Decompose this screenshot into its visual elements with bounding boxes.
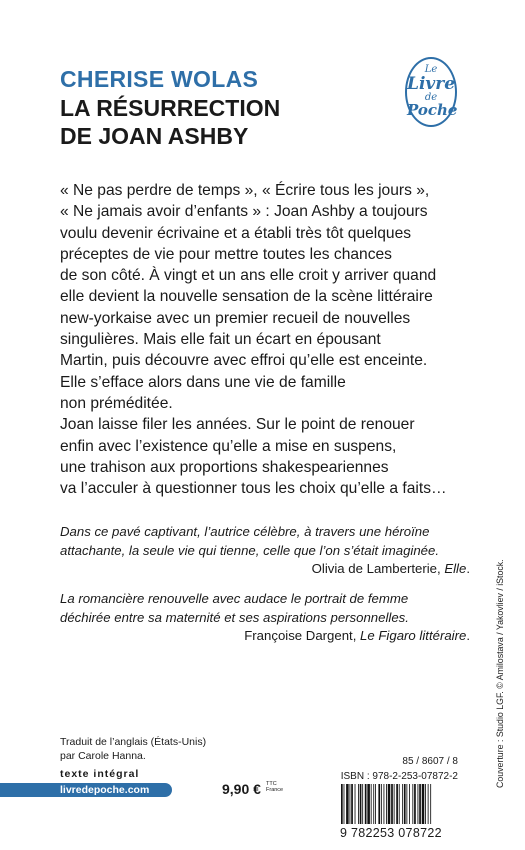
quote-end: . xyxy=(466,561,470,576)
summary-line: singulières. Mais elle fait un écart en épousant xyxy=(60,331,381,349)
summary-line: une trahison aux proportions shakespeariennes xyxy=(60,458,389,476)
price-note xyxy=(266,781,283,793)
barcode xyxy=(341,784,461,824)
quote-publication: Elle xyxy=(444,561,467,576)
summary-line: Joan laisse filer les années. Sur le point de renouer xyxy=(60,416,415,434)
translator-info xyxy=(60,735,206,763)
barcode-bar xyxy=(422,784,425,824)
quote-author: Olivia de Lamberterie, xyxy=(311,561,445,576)
barcode-bar xyxy=(358,784,359,824)
barcode-bar xyxy=(425,784,426,824)
barcode-bar xyxy=(360,784,362,824)
price-note-line: France xyxy=(266,787,284,793)
quote-source xyxy=(60,560,470,579)
quote-line: attachante, la seule vie qui tienne, celle que l’on s’était imaginée. xyxy=(60,542,440,558)
quote-author: Françoise Dargent, xyxy=(244,628,361,643)
barcode-bar xyxy=(381,784,382,824)
barcode-bar xyxy=(375,784,376,824)
barcode-bar xyxy=(346,784,349,824)
barcode-bar xyxy=(355,784,356,824)
quote-line: Dans ce pavé captivant, l’autrice célèbre, à travers une héroïne xyxy=(60,524,430,539)
barcode-bar xyxy=(419,784,421,824)
barcode-bar xyxy=(404,784,406,824)
barcode-bar xyxy=(371,784,372,824)
summary-line: elle devient la nouvelle sensation de la scène littéraire xyxy=(60,288,433,306)
logo-text: Livre xyxy=(407,74,456,94)
summary-line: enfin avec l’existence qu’elle a mise en suspens, xyxy=(60,437,397,455)
book-title xyxy=(60,94,280,150)
barcode-bar xyxy=(406,784,407,824)
barcode-bar xyxy=(362,784,363,824)
press-quote xyxy=(60,590,470,646)
barcode-bar xyxy=(367,784,370,824)
publisher-logo xyxy=(405,57,457,127)
quote-line: déchirée entre sa maternité et ses aspirations personnelles. xyxy=(60,609,409,625)
quote-source xyxy=(60,627,470,646)
barcode-bar xyxy=(388,784,391,824)
book-summary xyxy=(60,180,470,499)
barcode-bar xyxy=(378,784,380,824)
summary-line: voulu devenir écrivaine et a établi très tôt quelques xyxy=(60,224,412,242)
translator-line: Traduit de l’anglais (États-Unis) xyxy=(60,736,207,748)
barcode-bar xyxy=(430,784,431,824)
summary-line: non préméditée. xyxy=(60,394,173,412)
barcode-bar xyxy=(402,784,403,824)
catalog-number: 85 / 8607 / 8 xyxy=(402,756,458,767)
summary-line: va l’acculer à questionner tous les choix qu’elle a faits… xyxy=(60,480,447,498)
quote-publication: Le Figaro littéraire xyxy=(360,628,467,643)
barcode-bar xyxy=(399,784,400,824)
summary-line: Elle s’efface alors dans une vie de famille xyxy=(60,373,346,391)
barcode-bar xyxy=(418,784,419,824)
barcode-digits: 9 782253 078722 xyxy=(340,826,442,840)
barcode-bar xyxy=(391,784,393,824)
integral-text-label: texte intégral xyxy=(60,768,140,780)
logo-text: de xyxy=(424,92,438,103)
barcode-bar xyxy=(396,784,398,824)
barcode-bar xyxy=(386,784,387,824)
title-line: DE JOAN ASHBY xyxy=(60,123,249,149)
logo-text: Le xyxy=(424,64,438,75)
website-link[interactable]: livredepoche.com xyxy=(0,783,172,797)
author-name: CHERISE WOLAS xyxy=(60,66,259,92)
barcode-bar xyxy=(344,784,345,824)
price: 9,90 € xyxy=(222,781,261,797)
quote-line: La romancière renouvelle avec audace le portrait de femme xyxy=(60,591,409,606)
summary-line: « Ne jamais avoir d’enfants » : Joan Ashby a toujours xyxy=(60,203,428,221)
price-note-line: TTC xyxy=(266,781,277,787)
barcode-bar xyxy=(351,784,353,824)
barcode-bar xyxy=(414,784,416,824)
summary-line: préceptes de vie pour mettre toutes les chances xyxy=(60,245,392,263)
quote-end: . xyxy=(466,628,470,643)
summary-line: de son côté. À vingt et un ans elle croit y arriver quand xyxy=(60,267,437,285)
barcode-bar xyxy=(365,784,367,824)
title-line: LA RÉSURRECTION xyxy=(60,95,281,121)
book-codes xyxy=(340,754,458,784)
summary-line: new-yorkaise avec un premier recueil de nouvelles xyxy=(60,309,411,327)
barcode-bar xyxy=(350,784,351,824)
cover-credit: Couverture : Studio LGF. © Amilostava / Yakovliev / iStock. xyxy=(495,559,505,788)
barcode-bar xyxy=(341,784,343,824)
summary-line: « Ne pas perdre de temps », « Écrire tous les jours », xyxy=(60,182,430,199)
barcode-bar xyxy=(412,784,413,824)
press-quote xyxy=(60,523,470,579)
barcode-bar xyxy=(384,784,385,824)
barcode-bar xyxy=(394,784,395,824)
barcode-bar xyxy=(373,784,374,824)
isbn: ISBN : 978-2-253-07872-2 xyxy=(340,771,458,782)
logo-text: Poche xyxy=(407,101,458,119)
barcode-bar xyxy=(428,784,429,824)
summary-line: Martin, puis découvre avec effroi qu’elle est enceinte. xyxy=(60,352,428,370)
translator-line: par Carole Hanna. xyxy=(60,750,146,762)
barcode-bar xyxy=(409,784,410,824)
